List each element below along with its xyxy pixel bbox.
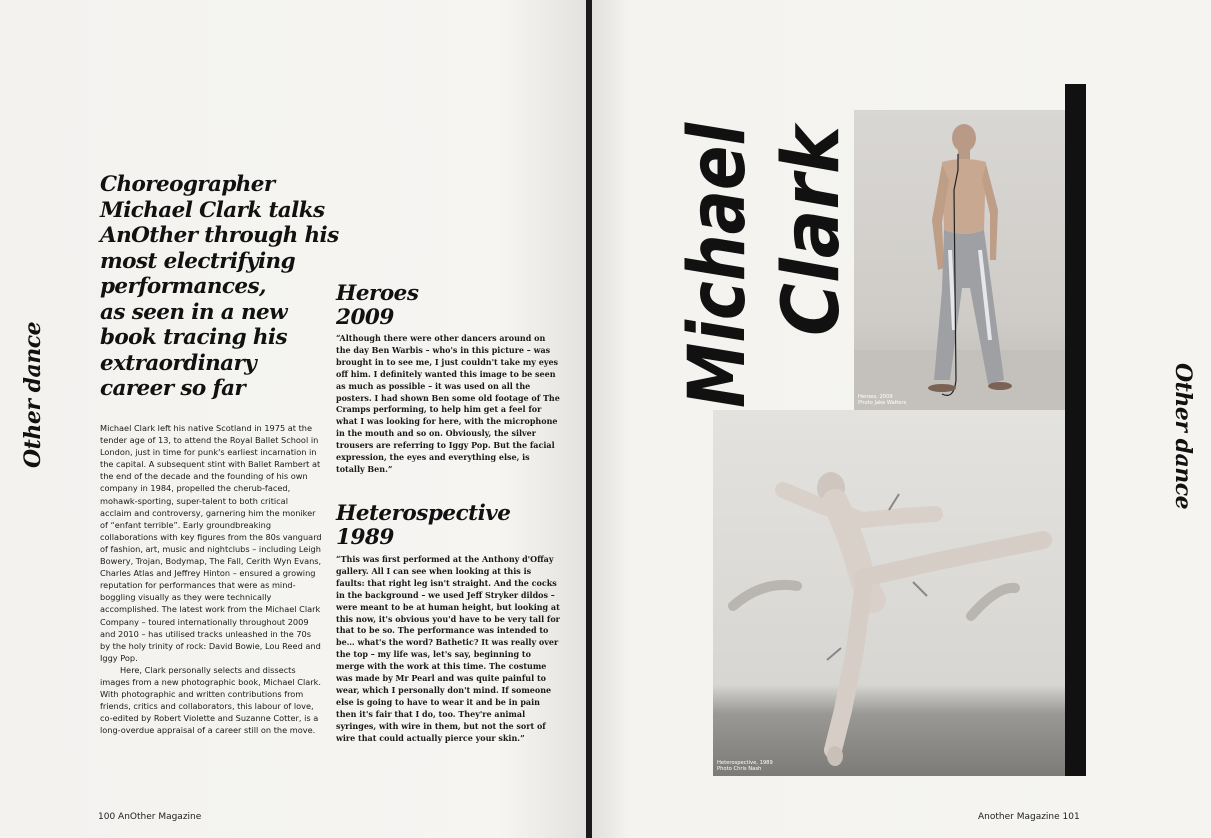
photo-heroes	[854, 110, 1065, 410]
section-title-line: Heroes	[336, 281, 419, 306]
intro-paragraph: Here, Clark personally selects and dissects images from a new photographic book, Michael Clark. With photographic and written contributions from friends, critics and collaborators, this labour of love, co-edited by Robert Violette and Suzanne Cotter, is a long-overdue appraisal of a career still on the move.	[100, 664, 321, 736]
section-title-heterospective	[336, 502, 566, 550]
photo-heterospective	[713, 410, 1065, 776]
headline-line: Choreographer	[100, 172, 275, 197]
folio-left: 100 AnOther Magazine	[98, 812, 202, 822]
intro-paragraph: Michael Clark left his native Scotland in 1975 at the tender age of 13, to attend the Royal Ballet School in London, just in time for punk's earliest incarnation in the capital. A subsequent stint with Ballet Rambert at the end of the decade and the founding of his own company in 1984, propelled the cherub-faced, mohawk-sporting, super-talent to both critical acclaim and controversy, garnering him the moniker of “enfant terrible”. Early groundbreaking collaborations with key figures from the 80s vanguard of fashion, art, music and nightclubs – including Leigh Bowery, Trojan, Bodymap, The Fall, Cerith Wyn Evans, Charles Atlas and Jeffrey Hinton – ensured a growing reputation for performances that were as mind-boggling visually as they were technically accomplished. The latest work from the Michael Clark Company – toured internationally throughout 2009 and 2010 – has utilised tracks unleashed in the 70s by the holy trinity of rock: David Bowie, Lou Reed and Iggy Pop.	[100, 423, 322, 663]
section-title-heroes	[336, 282, 566, 330]
photo-caption	[858, 394, 906, 407]
quote-heterospective: “This was first performed at the Anthony d'Offay gallery. All I can see when looking at this is faults: that right leg isn't straight. And the cocks in the background – we used Jeff Stryker dildos – were meant to be at human height, but looking at this now, it's obvious you'd have to be very tall for that to be so. The performance was intended to be… what's the word? Bathetic? It was really over the top – my life was, let's say, beginning to merge with the work at this time. The costume was made by Mr Pearl and was quite painful to wear, which I personally don't mind. If someone else is going to have to wear it and be in pain then it's fair that I do, too. They're animal syringes, with wire in them, but not the sort of wire that could actually pierce your skin.”	[336, 554, 560, 743]
section-title-line: Heterospective	[336, 501, 511, 526]
photo-caption	[717, 760, 773, 773]
section-title-line: 2009	[336, 305, 394, 330]
feature-title-line: Michael	[673, 118, 763, 408]
intro-text	[100, 422, 322, 736]
article-headline	[100, 172, 340, 402]
quote-heroes: “Although there were other dancers around on the day Ben Warbis – who's in this picture – was brought in to see me, I just couldn't take my eyes off him. I definitely wanted this image to be seen as much as possible – it was used on all the posters. I had shown Ben some old footage of The Cramps performing, to help him get a feel for what I was looking for here, with the microphone in the mouth and so on. Obviously, the silver trousers are referring to Iggy Pop. But the facial expression, the eyes and everything else, is totally Ben.”	[336, 333, 560, 474]
caption-line: Photo Jake Walters	[858, 400, 907, 407]
caption-line: Photo Chris Nash	[717, 766, 762, 773]
headline-line: as seen in a new	[100, 299, 288, 325]
headline-line: most electrifying	[100, 248, 296, 274]
feature-title	[668, 118, 848, 408]
headline-line: book tracing his	[100, 325, 287, 350]
section-title-line: 1989	[336, 525, 394, 550]
headline-line: performances,	[100, 274, 266, 299]
caption-line: Heterospective, 1989	[717, 760, 773, 766]
headline-line: AnOther through his	[100, 223, 339, 248]
photo-border-bar	[1065, 84, 1086, 776]
caption-line: Heroes, 2009	[858, 394, 893, 400]
headline-line: Michael Clark talks	[100, 197, 325, 223]
headline-line: career so far	[100, 376, 246, 401]
headline-line: extraordinary	[100, 350, 257, 376]
left-page	[0, 0, 588, 838]
section-label: Other dance	[1170, 363, 1196, 510]
section-label: Other dance	[20, 321, 46, 468]
folio-right: Another Magazine 101	[978, 812, 1080, 822]
feature-title-line: Clark	[767, 118, 848, 336]
